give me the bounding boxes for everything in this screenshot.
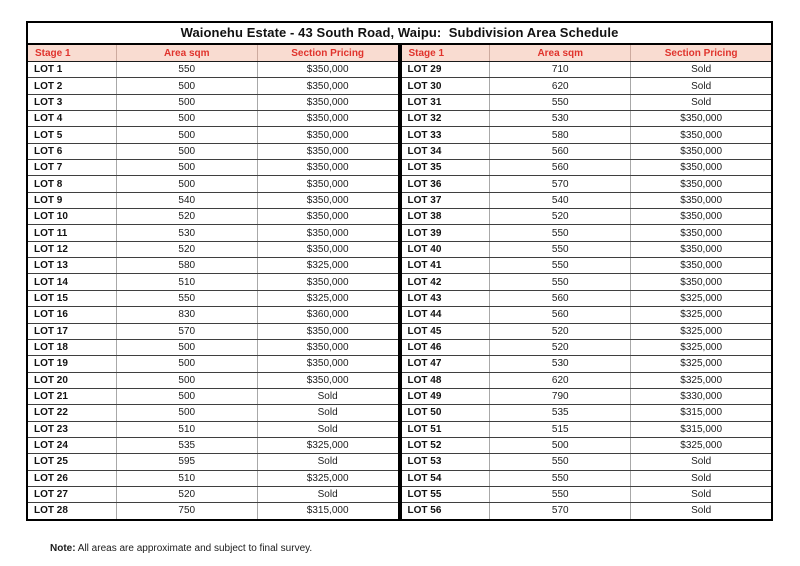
lot-cell: LOT 53 xyxy=(401,454,490,470)
area-cell: 595 xyxy=(116,454,257,470)
area-cell: 560 xyxy=(490,160,631,176)
price-cell: Sold xyxy=(631,503,772,520)
lot-cell: LOT 19 xyxy=(27,356,116,372)
lot-cell: LOT 5 xyxy=(27,127,116,143)
lot-cell: LOT 7 xyxy=(27,160,116,176)
table-row xyxy=(401,437,773,453)
lot-cell: LOT 16 xyxy=(27,307,116,323)
area-cell: 580 xyxy=(490,127,631,143)
lot-cell: LOT 11 xyxy=(27,225,116,241)
lot-cell: LOT 4 xyxy=(27,111,116,127)
lot-cell: LOT 38 xyxy=(401,209,490,225)
lot-cell: LOT 55 xyxy=(401,486,490,502)
lot-cell: LOT 13 xyxy=(27,258,116,274)
lot-cell: LOT 51 xyxy=(401,421,490,437)
table-row xyxy=(27,290,399,306)
price-cell: $350,000 xyxy=(257,323,398,339)
table-row xyxy=(401,388,773,404)
lot-cell: LOT 3 xyxy=(27,94,116,110)
table-row xyxy=(27,94,399,110)
lot-cell: LOT 44 xyxy=(401,307,490,323)
area-cell: 560 xyxy=(490,143,631,159)
lot-cell: LOT 34 xyxy=(401,143,490,159)
footnote xyxy=(50,543,800,554)
price-cell: $325,000 xyxy=(257,437,398,453)
price-cell: $325,000 xyxy=(631,372,772,388)
area-cell: 510 xyxy=(116,421,257,437)
area-cell: 570 xyxy=(490,503,631,520)
price-cell: $325,000 xyxy=(257,290,398,306)
column-header-pricing: Section Pricing xyxy=(257,45,398,62)
area-cell: 500 xyxy=(116,388,257,404)
price-cell: $350,000 xyxy=(631,160,772,176)
area-cell: 500 xyxy=(116,160,257,176)
area-cell: 550 xyxy=(116,290,257,306)
lot-cell: LOT 30 xyxy=(401,78,490,94)
header-row xyxy=(27,45,399,62)
price-cell: $350,000 xyxy=(257,241,398,257)
lot-cell: LOT 14 xyxy=(27,274,116,290)
table-row xyxy=(401,209,773,225)
price-cell: $350,000 xyxy=(631,209,772,225)
table-row xyxy=(401,258,773,274)
table-row xyxy=(27,323,399,339)
price-cell: $350,000 xyxy=(257,94,398,110)
price-cell: $350,000 xyxy=(257,339,398,355)
table-row xyxy=(27,241,399,257)
lot-cell: LOT 52 xyxy=(401,437,490,453)
lot-cell: LOT 28 xyxy=(34,505,68,517)
lot-cell: LOT 26 xyxy=(27,470,116,486)
lot-cell: LOT 47 xyxy=(401,356,490,372)
area-cell: 570 xyxy=(490,176,631,192)
price-cell: $350,000 xyxy=(257,160,398,176)
lot-cell: LOT 46 xyxy=(401,339,490,355)
price-cell: $350,000 xyxy=(631,143,772,159)
price-cell: $325,000 xyxy=(631,290,772,306)
table-row xyxy=(27,209,399,225)
price-cell: $350,000 xyxy=(257,356,398,372)
table-row xyxy=(27,258,399,274)
table-row xyxy=(27,192,399,208)
lot-cell: LOT 37 xyxy=(401,192,490,208)
price-cell: $350,000 xyxy=(631,225,772,241)
table-row xyxy=(401,143,773,159)
price-cell: $350,000 xyxy=(257,225,398,241)
lot-cell: LOT 27 xyxy=(27,486,116,502)
lot-cell: LOT 35 xyxy=(401,160,490,176)
lot-cell: LOT 45 xyxy=(401,323,490,339)
column-header-stage: Stage 1 xyxy=(401,45,490,62)
area-cell: 520 xyxy=(490,209,631,225)
price-cell: Sold xyxy=(631,62,772,78)
area-cell: 530 xyxy=(490,111,631,127)
table-row xyxy=(401,323,773,339)
lot-cell: LOT 18 xyxy=(27,339,116,355)
area-cell: 550 xyxy=(490,486,631,502)
column-header-area: Area sqm xyxy=(490,45,631,62)
lot-cell: LOT 33 xyxy=(401,127,490,143)
table-row xyxy=(401,454,773,470)
price-cell: $325,000 xyxy=(257,258,398,274)
price-cell: Sold xyxy=(257,486,398,502)
area-cell: 500 xyxy=(490,437,631,453)
price-cell: $325,000 xyxy=(631,323,772,339)
lot-cell: LOT 6 xyxy=(27,143,116,159)
area-cell: 620 xyxy=(490,78,631,94)
schedule-table-right xyxy=(400,45,774,521)
area-cell: 570 xyxy=(116,323,257,339)
column-header-stage: Stage 1 xyxy=(27,45,116,62)
lot-cell: LOT 32 xyxy=(401,111,490,127)
lot-cell: LOT 36 xyxy=(401,176,490,192)
area-cell: 500 xyxy=(116,143,257,159)
price-cell: $350,000 xyxy=(257,127,398,143)
lot-cell: LOT 50 xyxy=(401,405,490,421)
table-row xyxy=(27,176,399,192)
price-cell: Sold xyxy=(631,94,772,110)
price-cell: $350,000 xyxy=(257,143,398,159)
schedule-tables xyxy=(26,45,773,521)
table-row xyxy=(401,356,773,372)
lot-cell: LOT 8 xyxy=(27,176,116,192)
price-cell: $330,000 xyxy=(631,388,772,404)
lot-cell: LOT 24 xyxy=(27,437,116,453)
lot-cell: LOT 43 xyxy=(401,290,490,306)
table-row xyxy=(27,356,399,372)
price-cell: $350,000 xyxy=(257,192,398,208)
area-cell: 500 xyxy=(116,405,257,421)
price-cell: $325,000 xyxy=(257,470,398,486)
lot-cell: LOT 21 xyxy=(27,388,116,404)
price-cell: $315,000 xyxy=(631,405,772,421)
footnote-text: All areas are approximate and subject to final survey. xyxy=(75,542,313,554)
price-cell: $350,000 xyxy=(257,176,398,192)
lot-cell: LOT 22 xyxy=(27,405,116,421)
table-row xyxy=(401,405,773,421)
area-cell: 535 xyxy=(490,405,631,421)
lot-cell: LOT 48 xyxy=(401,372,490,388)
table-row xyxy=(27,339,399,355)
table-row xyxy=(27,160,399,176)
price-cell: $350,000 xyxy=(257,62,398,78)
table-row xyxy=(27,454,399,470)
area-cell: 500 xyxy=(116,339,257,355)
table-row xyxy=(401,486,773,502)
lot-cell: LOT 29 xyxy=(401,62,490,78)
price-cell: $315,000 xyxy=(257,503,398,520)
table-row xyxy=(401,307,773,323)
area-cell: 580 xyxy=(116,258,257,274)
price-cell: Sold xyxy=(631,78,772,94)
table-row xyxy=(27,307,399,323)
table-row xyxy=(27,486,399,502)
area-cell: 510 xyxy=(116,274,257,290)
column-header-area: Area sqm xyxy=(116,45,257,62)
table-row xyxy=(27,62,399,78)
price-cell: $350,000 xyxy=(257,78,398,94)
area-cell: 500 xyxy=(116,176,257,192)
table-row xyxy=(401,503,773,520)
footnote-label: Note: xyxy=(50,542,76,554)
lot-cell: LOT 1 xyxy=(27,62,116,78)
table-row xyxy=(401,290,773,306)
column-header-pricing: Section Pricing xyxy=(631,45,772,62)
table-row xyxy=(401,111,773,127)
lot-cell: LOT 40 xyxy=(401,241,490,257)
area-cell: 550 xyxy=(116,62,257,78)
lot-cell: LOT 31 xyxy=(401,94,490,110)
table-row xyxy=(27,111,399,127)
price-cell: $350,000 xyxy=(631,241,772,257)
lot-cell: LOT 39 xyxy=(401,225,490,241)
lot-cell: LOT 12 xyxy=(27,241,116,257)
price-cell: Sold xyxy=(257,421,398,437)
area-cell: 790 xyxy=(490,388,631,404)
area-cell: 520 xyxy=(116,486,257,502)
table-row xyxy=(27,225,399,241)
area-cell: 620 xyxy=(490,372,631,388)
table-row xyxy=(401,225,773,241)
price-cell: $350,000 xyxy=(631,176,772,192)
table-row xyxy=(27,503,399,520)
table-row xyxy=(401,421,773,437)
lot-cell: LOT 17 xyxy=(27,323,116,339)
price-cell: Sold xyxy=(631,486,772,502)
lot-cell: LOT 56 xyxy=(407,505,442,517)
table-row xyxy=(401,94,773,110)
table-row xyxy=(27,274,399,290)
lot-cell: LOT 10 xyxy=(27,209,116,225)
area-cell: 535 xyxy=(116,437,257,453)
area-cell: 550 xyxy=(490,274,631,290)
table-row xyxy=(401,192,773,208)
price-cell: $350,000 xyxy=(257,372,398,388)
area-cell: 500 xyxy=(116,94,257,110)
table-row xyxy=(27,127,399,143)
area-cell: 540 xyxy=(116,192,257,208)
page-title: Waionehu Estate - 43 South Road, Waipu: Subdivision Area Schedule xyxy=(26,21,773,45)
price-cell: Sold xyxy=(631,454,772,470)
lot-cell: LOT 9 xyxy=(27,192,116,208)
area-cell: 550 xyxy=(490,225,631,241)
table-row xyxy=(27,421,399,437)
price-cell: $350,000 xyxy=(631,127,772,143)
area-cell: 710 xyxy=(490,62,631,78)
lot-cell: LOT 54 xyxy=(401,470,490,486)
table-row xyxy=(27,437,399,453)
area-cell: 750 xyxy=(116,503,257,520)
table-row xyxy=(27,372,399,388)
area-cell: 520 xyxy=(116,209,257,225)
price-cell: $360,000 xyxy=(257,307,398,323)
price-cell: Sold xyxy=(631,470,772,486)
price-cell: $325,000 xyxy=(631,339,772,355)
lot-cell: LOT 20 xyxy=(27,372,116,388)
header-row xyxy=(401,45,773,62)
price-cell: $325,000 xyxy=(631,437,772,453)
area-cell: 550 xyxy=(490,241,631,257)
price-cell: $350,000 xyxy=(257,111,398,127)
lot-cell: LOT 23 xyxy=(27,421,116,437)
price-cell: $350,000 xyxy=(257,274,398,290)
area-cell: 830 xyxy=(116,307,257,323)
table-row xyxy=(401,470,773,486)
table-row xyxy=(401,176,773,192)
price-cell: Sold xyxy=(257,405,398,421)
area-cell: 500 xyxy=(116,372,257,388)
table-row xyxy=(401,274,773,290)
table-row xyxy=(27,143,399,159)
area-cell: 530 xyxy=(116,225,257,241)
price-cell: $325,000 xyxy=(631,307,772,323)
area-cell: 500 xyxy=(116,127,257,143)
table-row xyxy=(401,62,773,78)
area-cell: 510 xyxy=(116,470,257,486)
lot-cell: LOT 49 xyxy=(401,388,490,404)
area-cell: 550 xyxy=(490,454,631,470)
table-row xyxy=(401,372,773,388)
price-cell: Sold xyxy=(257,454,398,470)
area-cell: 560 xyxy=(490,290,631,306)
area-cell: 520 xyxy=(116,241,257,257)
price-cell: $350,000 xyxy=(631,192,772,208)
area-cell: 550 xyxy=(490,94,631,110)
lot-cell: LOT 15 xyxy=(27,290,116,306)
table-row xyxy=(401,241,773,257)
area-cell: 520 xyxy=(490,339,631,355)
table-row xyxy=(27,78,399,94)
lot-cell: LOT 2 xyxy=(27,78,116,94)
area-cell: 500 xyxy=(116,111,257,127)
area-cell: 500 xyxy=(116,78,257,94)
area-cell: 530 xyxy=(490,356,631,372)
lot-cell: LOT 25 xyxy=(27,454,116,470)
area-cell: 515 xyxy=(490,421,631,437)
table-row xyxy=(401,339,773,355)
lot-cell: LOT 42 xyxy=(401,274,490,290)
table-row xyxy=(27,405,399,421)
table-row xyxy=(27,388,399,404)
area-cell: 560 xyxy=(490,307,631,323)
area-cell: 550 xyxy=(490,258,631,274)
price-cell: Sold xyxy=(257,388,398,404)
price-cell: $350,000 xyxy=(631,274,772,290)
table-row xyxy=(401,127,773,143)
area-cell: 550 xyxy=(490,470,631,486)
area-cell: 520 xyxy=(490,323,631,339)
table-row xyxy=(401,78,773,94)
area-cell: 500 xyxy=(116,356,257,372)
table-row xyxy=(27,470,399,486)
price-cell: $350,000 xyxy=(631,111,772,127)
price-cell: $325,000 xyxy=(631,356,772,372)
table-row xyxy=(401,160,773,176)
price-cell: $315,000 xyxy=(631,421,772,437)
price-cell: $350,000 xyxy=(257,209,398,225)
schedule-table-left xyxy=(26,45,400,521)
price-cell: $350,000 xyxy=(631,258,772,274)
lot-cell: LOT 41 xyxy=(401,258,490,274)
area-cell: 540 xyxy=(490,192,631,208)
